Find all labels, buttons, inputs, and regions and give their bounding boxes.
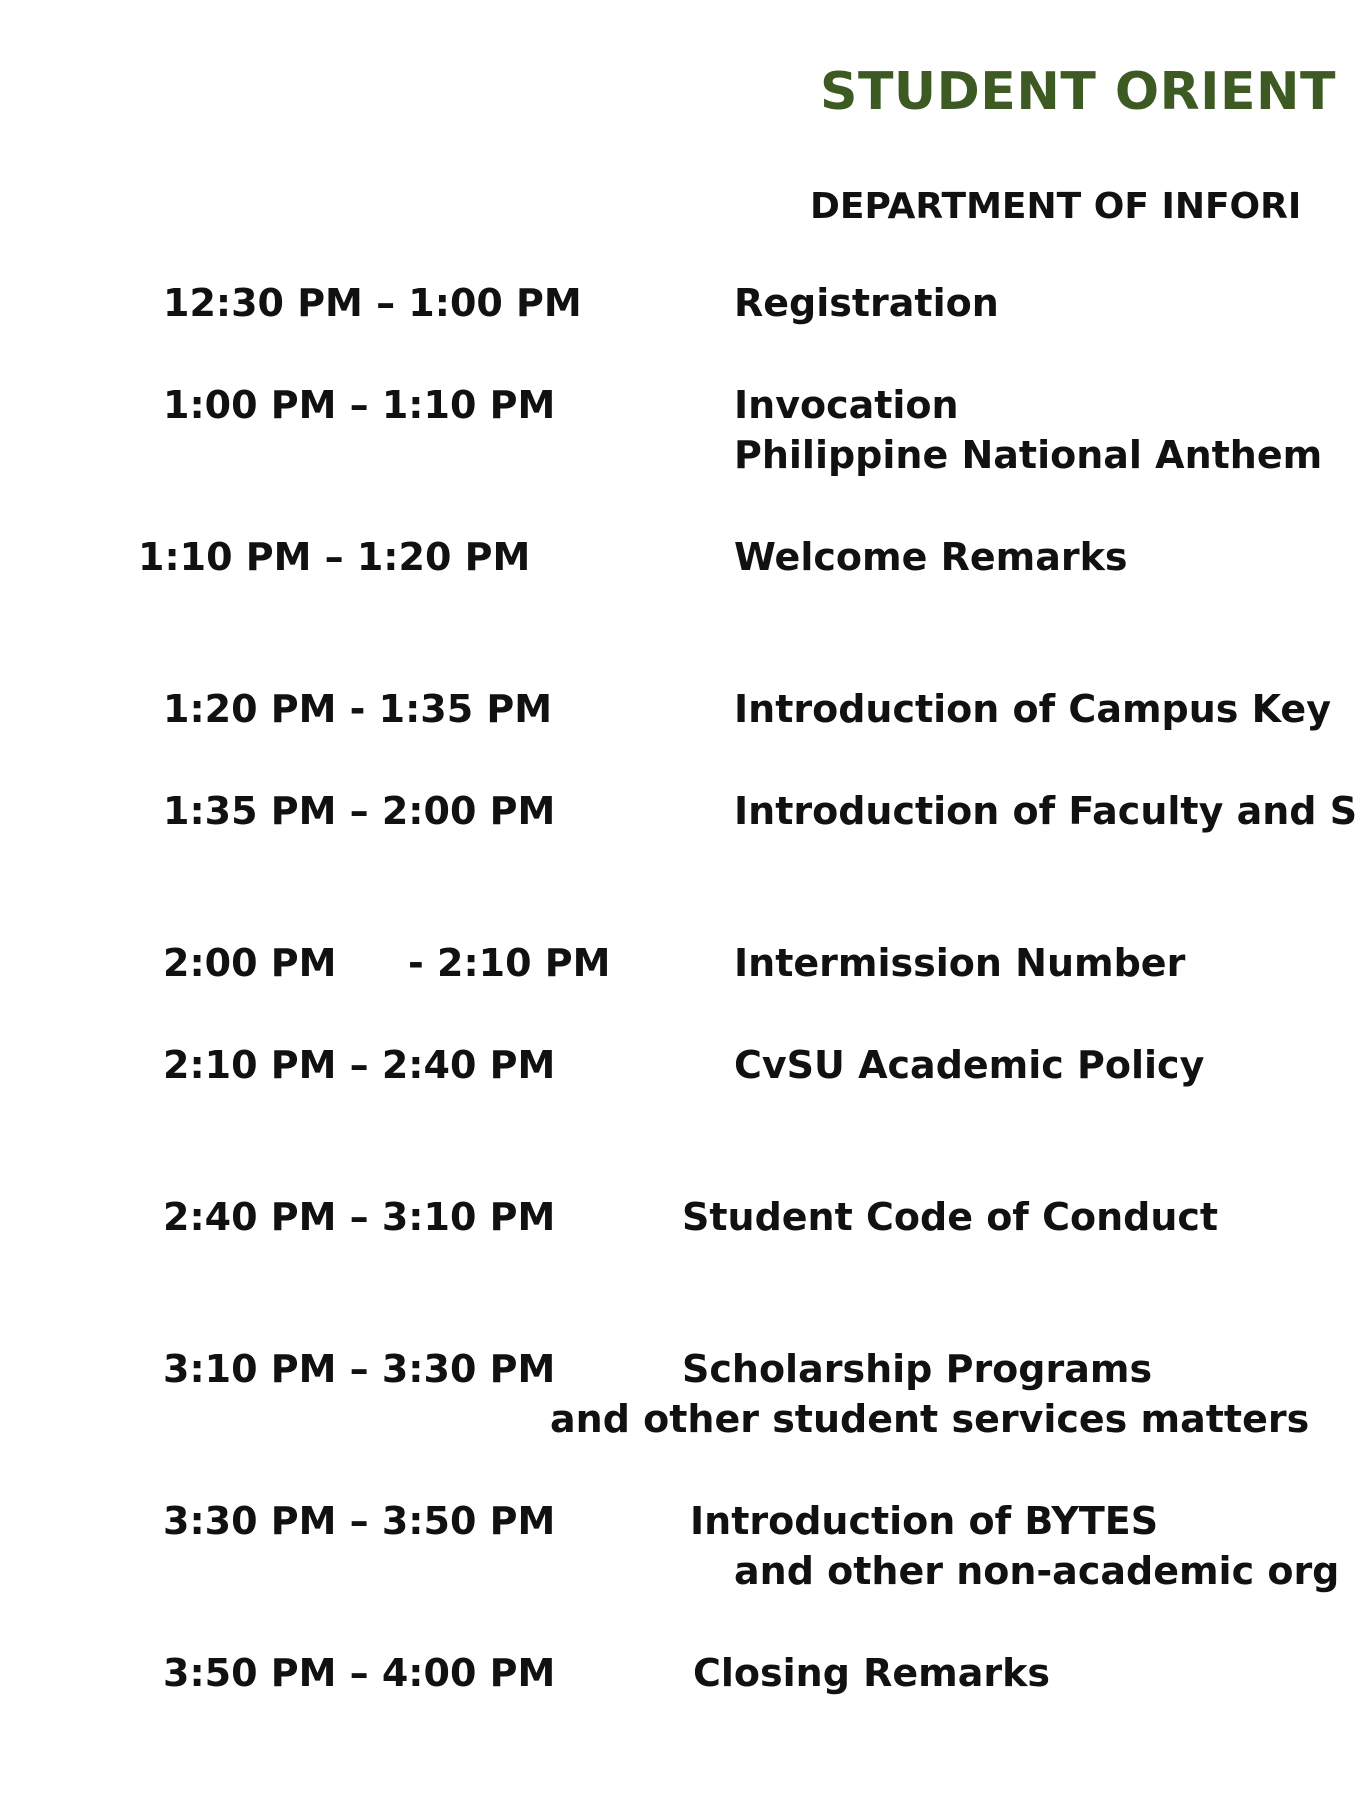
schedule-activity: and other non-academic org bbox=[734, 1549, 1340, 1593]
schedule-time: 1:00 PM – 1:10 PM bbox=[163, 383, 556, 427]
schedule-activity: Welcome Remarks bbox=[734, 535, 1128, 579]
schedule-activity: and other student services matters bbox=[550, 1397, 1310, 1441]
schedule-activity: CvSU Academic Policy bbox=[734, 1043, 1205, 1087]
schedule-activity: Student Code of Conduct bbox=[682, 1195, 1219, 1239]
schedule-time: 1:35 PM – 2:00 PM bbox=[163, 789, 556, 833]
schedule-time: 12:30 PM – 1:00 PM bbox=[163, 281, 582, 325]
schedule-activity: Scholarship Programs bbox=[682, 1347, 1153, 1391]
schedule-time: 3:30 PM – 3:50 PM bbox=[163, 1499, 556, 1543]
schedule-time: 3:10 PM – 3:30 PM bbox=[163, 1347, 556, 1391]
department-subtitle: DEPARTMENT OF INFORI bbox=[810, 186, 1302, 227]
schedule-activity: Registration bbox=[734, 281, 999, 325]
page-title: STUDENT ORIENT bbox=[820, 62, 1337, 122]
schedule-activity: Invocation bbox=[734, 383, 959, 427]
schedule-time: 2:10 PM – 2:40 PM bbox=[163, 1043, 556, 1087]
schedule-time: 2:40 PM – 3:10 PM bbox=[163, 1195, 556, 1239]
schedule-time-end: - 2:10 PM bbox=[408, 941, 611, 985]
schedule-activity: Introduction of BYTES bbox=[690, 1499, 1159, 1543]
schedule-time: 3:50 PM – 4:00 PM bbox=[163, 1651, 556, 1695]
schedule-activity: Introduction of Faculty and S bbox=[734, 789, 1357, 833]
schedule-activity: Philippine National Anthem bbox=[734, 433, 1323, 477]
schedule-activity: Closing Remarks bbox=[693, 1651, 1051, 1695]
schedule-time-start: 2:00 PM bbox=[163, 941, 337, 985]
schedule-time: 1:20 PM - 1:35 PM bbox=[163, 687, 553, 731]
schedule-activity: Intermission Number bbox=[734, 941, 1186, 985]
schedule-time: 1:10 PM – 1:20 PM bbox=[138, 535, 531, 579]
schedule-activity: Introduction of Campus Key bbox=[734, 687, 1331, 731]
